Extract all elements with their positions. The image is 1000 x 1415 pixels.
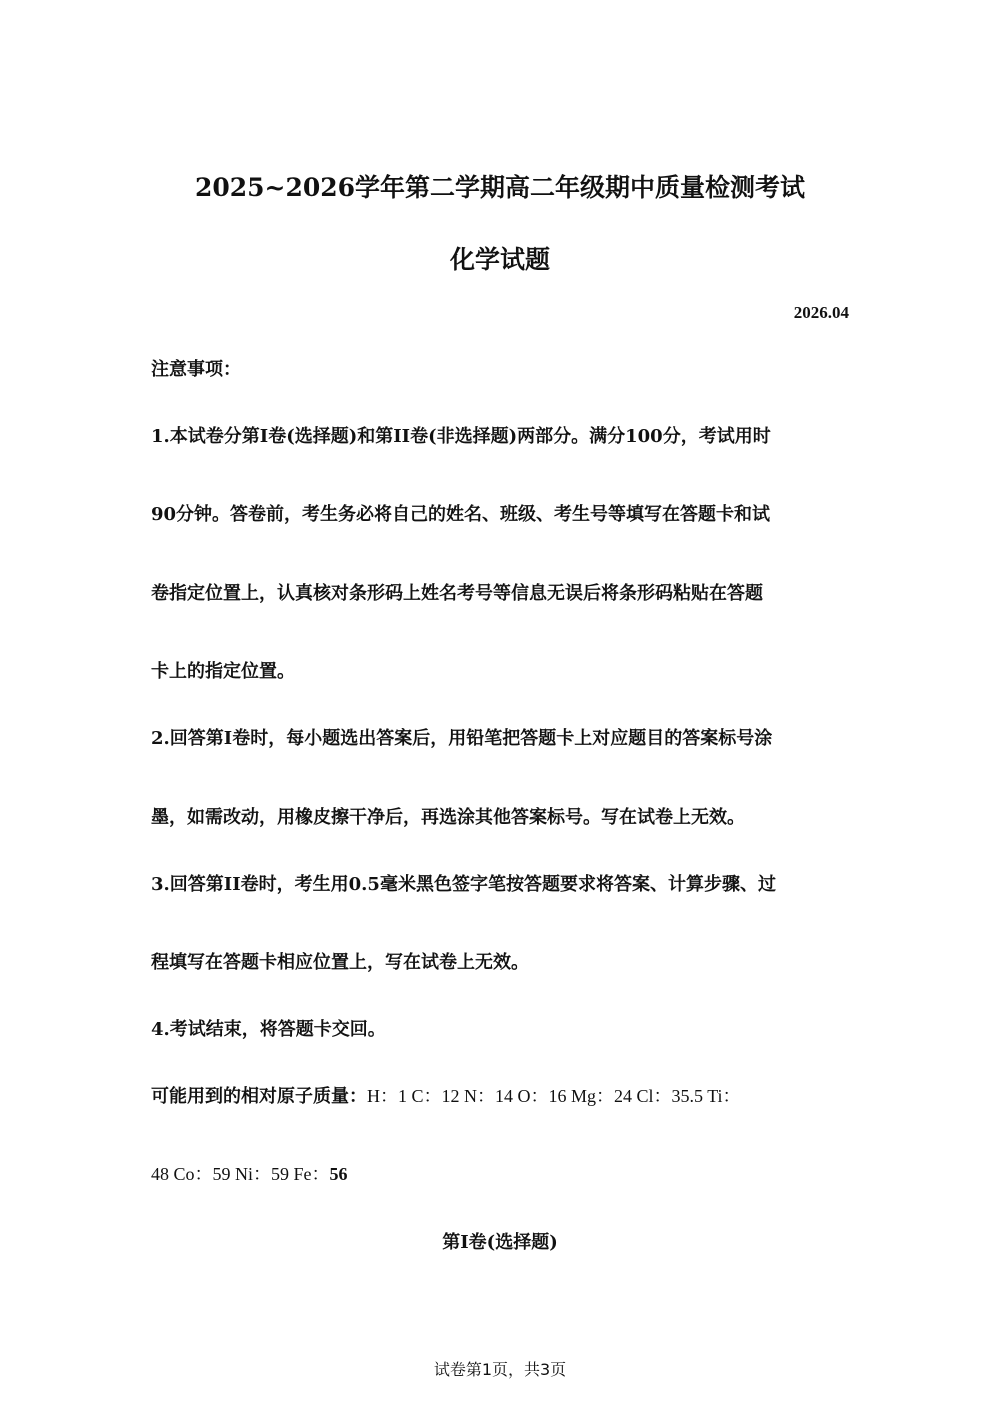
exam-title: 2025~2026学年第二学期高二年级期中质量检测考试 xyxy=(194,173,806,202)
notice-line: 卡上的指定位置。 xyxy=(151,661,295,682)
notice-line: 卷指定位置上，认真核对条形码上姓名考号等信息无误后将条形码粘贴在答题 xyxy=(151,583,763,604)
section-title: 第I卷(选择题) xyxy=(442,1232,558,1253)
notice-line: 墨，如需改动，用橡皮擦干净后，再选涂其他答案标号。写在试卷上无效。 xyxy=(151,807,745,828)
notice-line: 程填写在答题卡相应位置上，写在试卷上无效。 xyxy=(151,952,529,973)
notice-line: 1.本试卷分第I卷(选择题)和第II卷(非选择题)两部分。满分100分，考试用时 xyxy=(151,426,771,447)
atomic-mass-values: H：1 C：12 N：14 O：16 Mg：24 Cl：35.5 Ti： xyxy=(367,1086,741,1106)
page-footer: 试卷第1页，共3页 xyxy=(433,1360,567,1379)
exam-subtitle: 化学试题 xyxy=(449,245,550,274)
atomic-mass-line-1 xyxy=(151,1082,851,1108)
atomic-mass-label: 可能用到的相对原子质量： xyxy=(151,1086,367,1107)
atomic-mass-values-cont: 48 Co：59 Ni：59 Fe： xyxy=(151,1164,330,1184)
exam-date: 2026.04 xyxy=(793,303,849,322)
atomic-mass-line-2 xyxy=(151,1160,851,1186)
notice-line: 4.考试结束，将答题卡交回。 xyxy=(151,1019,386,1040)
notice-label: 注意事项： xyxy=(151,359,241,380)
atomic-mass-fe-value: 56 xyxy=(329,1164,348,1184)
notice-line: 2.回答第I卷时，每小题选出答案后，用铅笔把答题卡上对应题目的答案标号涂 xyxy=(151,728,773,749)
notice-line: 3.回答第II卷时，考生用0.5毫米黑色签字笔按答题要求将答案、计算步骤、过 xyxy=(151,874,776,895)
notice-line: 90分钟。答卷前，考生务必将自己的姓名、班级、考生号等填写在答题卡和试 xyxy=(151,504,771,525)
